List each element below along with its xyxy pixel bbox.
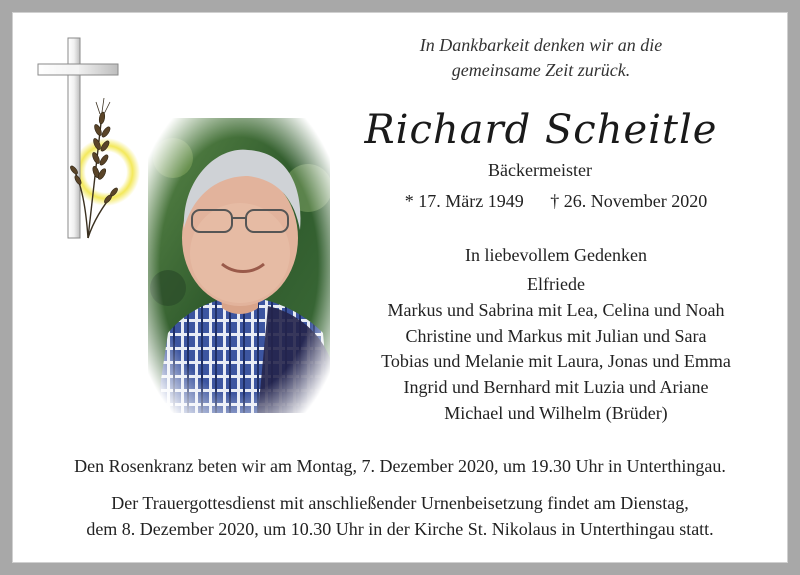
portrait-photo xyxy=(148,118,330,413)
mourner-line: Christine und Markus mit Julian und Sara xyxy=(405,325,707,346)
service-line: Der Trauergottesdienst mit anschließender Urnenbeisetzung findet am Dienstag, xyxy=(111,493,689,513)
cross-with-wheat-icon xyxy=(36,34,146,248)
birth-date: * 17. März 1949 xyxy=(404,191,524,211)
motto-line: In Dankbarkeit denken wir an die xyxy=(419,35,663,55)
service-notice xyxy=(20,490,780,542)
mourners-list xyxy=(340,272,772,427)
service-line: dem 8. Dezember 2020, um 10.30 Uhr in der Kirche St. Nikolaus in Unterthingau statt. xyxy=(86,519,714,539)
life-dates xyxy=(366,188,746,214)
mourner-line: Elfriede xyxy=(527,274,585,294)
deceased-name: Richard Scheitle xyxy=(364,107,718,153)
mourner-line: Tobias und Melanie mit Laura, Jonas und Emma xyxy=(381,351,731,372)
mourner-line: Markus und Sabrina mit Lea, Celina und Noah xyxy=(387,299,725,320)
motto xyxy=(366,33,716,83)
mourner-line: Michael und Wilhelm (Brüder) xyxy=(444,402,668,423)
mourner-line: Ingrid und Bernhard mit Luzia und Ariane xyxy=(403,377,709,398)
death-date: † 26. November 2020 xyxy=(550,191,708,211)
profession: Bäckermeister xyxy=(488,160,592,180)
memory-heading: In liebevollem Gedenken xyxy=(465,245,647,265)
motto-line: gemeinsame Zeit zurück. xyxy=(451,60,631,80)
rosary-notice: Den Rosenkranz beten wir am Montag, 7. Dezember 2020, um 19.30 Uhr in Unterthingau. xyxy=(74,456,726,476)
